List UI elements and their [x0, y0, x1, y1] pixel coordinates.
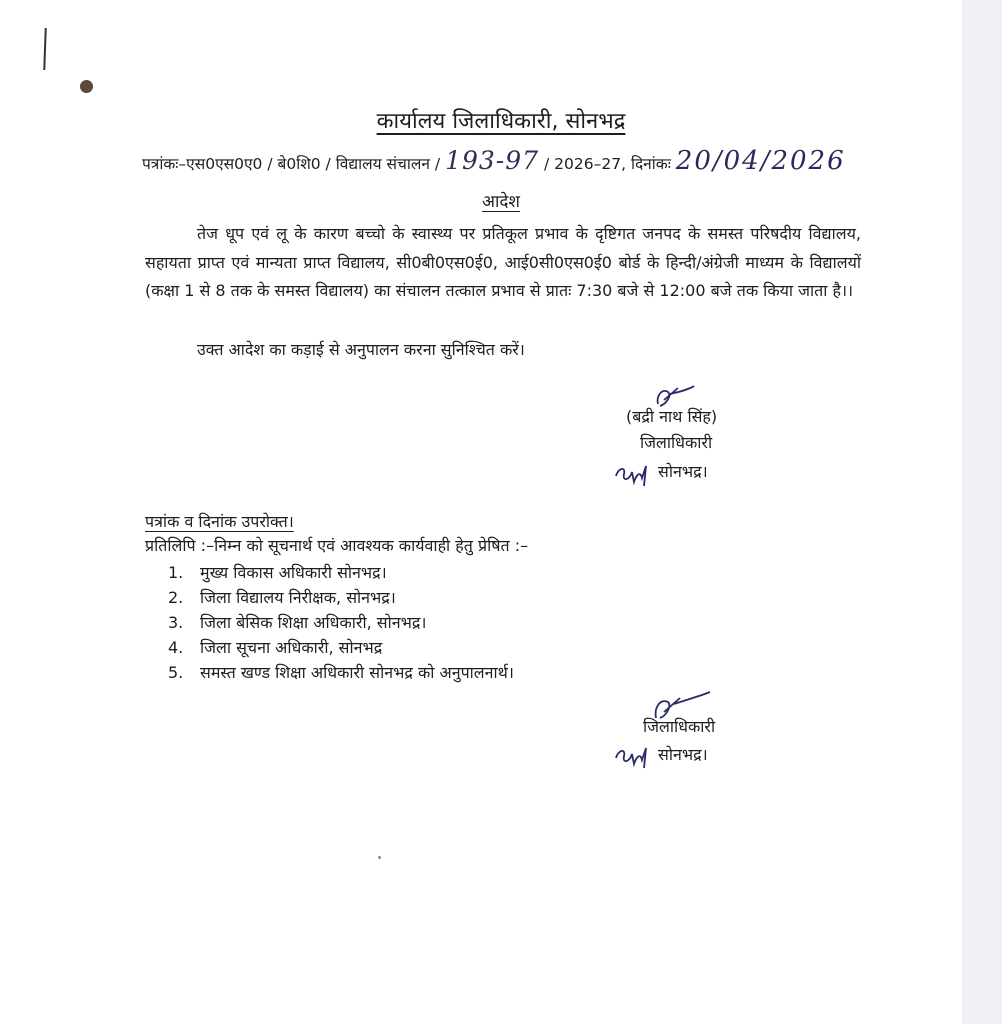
recipient-item — [168, 610, 514, 635]
signatory-title: जिलाधिकारी — [640, 433, 713, 452]
copy-signatory-title: जिलाधिकारी — [643, 717, 716, 736]
recipient-number: 1. — [168, 563, 184, 582]
recipient-number: 2. — [168, 588, 184, 607]
reference-prefix: पत्रांकः–एस0एस0ए0 / बे0शि0 / विद्यालय संचालन / — [142, 155, 441, 173]
signatory-place: सोनभद्र। — [658, 462, 708, 481]
office-title: कार्यालय जिलाधिकारी, सोनभद्र — [376, 109, 626, 134]
order-heading: आदेश — [482, 192, 520, 212]
copy-section-header: पत्रांक व दिनांक उपरोक्त। — [145, 512, 294, 531]
recipient-number: 4. — [168, 638, 184, 657]
reference-number-handwritten: 193-97 — [445, 146, 540, 175]
recipient-text: जिला बेसिक शिक्षा अधिकारी, सोनभद्र। — [200, 613, 427, 632]
recipient-text: जिला विद्यालय निरीक्षक, सोनभद्र। — [200, 588, 396, 607]
scan-mark-dot — [80, 80, 93, 93]
recipient-list — [168, 560, 514, 685]
date-label: दिनांकः — [630, 155, 671, 173]
reference-suffix: / 2026–27, — [544, 155, 626, 173]
recipient-item — [168, 660, 514, 685]
order-paragraph-2: उक्त आदेश का कड़ाई से अनुपालन करना सुनिश्चित करें। — [197, 340, 525, 359]
signature-scribble-bottom — [612, 740, 656, 770]
recipient-text: जिला सूचना अधिकारी, सोनभद्र — [200, 638, 383, 657]
recipient-number: 3. — [168, 613, 184, 632]
copy-signatory-place: सोनभद्र। — [658, 745, 708, 764]
scan-mark-line — [43, 28, 46, 70]
copy-section-intro: प्रतिलिपि :–निम्न को सूचनार्थ एवं आवश्यक कार्यवाही हेतु प्रेषित :– — [145, 536, 529, 555]
recipient-item — [168, 585, 514, 610]
recipient-item — [168, 635, 514, 660]
page-edge-strip — [962, 0, 1002, 1024]
recipient-text: मुख्य विकास अधिकारी सोनभद्र। — [200, 563, 387, 582]
recipient-text: समस्त खण्ड शिक्षा अधिकारी सोनभद्र को अनुपालनार्थ। — [200, 663, 514, 682]
signatory-name: (बद्री नाथ सिंह) — [626, 407, 718, 426]
date-handwritten: 20/04/2026 — [675, 146, 846, 176]
signature-scribble-top — [612, 458, 656, 488]
recipient-number: 5. — [168, 663, 184, 682]
order-paragraph-1: तेज धूप एवं लू के कारण बच्चो के स्वास्थ्य पर प्रतिकूल प्रभाव के दृष्टिगत जनपद के समस्त परिषदीय विद्यालय, सहायता प्राप्त एवं मान्यता प्राप्त विद्यालय, सी0बी0एस0ई0, आई0सी0एस0ई0 बोर्ड के हिन्दी/अंग्रेजी माध्यम के विद्यालयों (कक्षा 1 से 8 तक के समस्त विद्यालय) का संचालन तत्काल प्रभाव से प्रातः 7:30 बजे से 12:00 बजे तक किया जाता है।। — [145, 224, 861, 300]
recipient-item — [168, 560, 514, 585]
reference-line — [142, 146, 846, 176]
scan-speck — [378, 856, 381, 859]
